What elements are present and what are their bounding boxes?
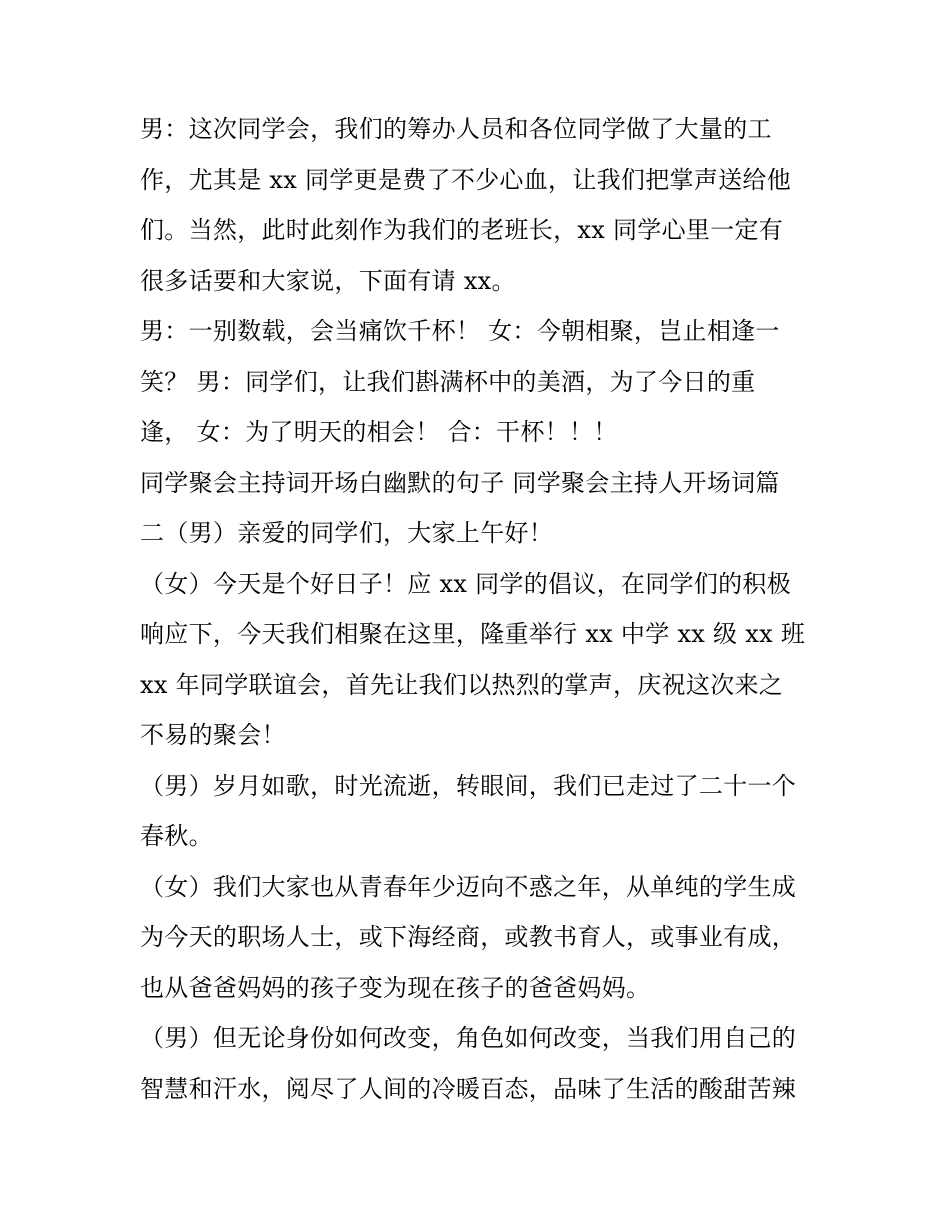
paragraph-5 — [140, 761, 820, 862]
text-line: （女）我们大家也从青春年少迈向不惑之年，从单纯的学生成 — [140, 872, 797, 901]
text-line: （女）今天是个好日子！应 xx 同学的倡议，在同学们的积极 — [140, 569, 792, 598]
text-line: 不易的聚会！ — [140, 721, 286, 749]
paragraph-4 — [140, 559, 820, 761]
document-body — [140, 104, 820, 1114]
text-line: 男：一别数载，会当痛饮千杯！ 女：今朝相聚，岂止相逢一 — [140, 317, 780, 345]
text-line: （男）岁月如歌，时光流逝，转眼间，我们已走过了二十一个 — [140, 771, 797, 800]
text-line: 二（男）亲爱的同学们，大家上午好！ — [140, 519, 554, 547]
text-line: 逢， 女：为了明天的相会！ 合：干杯！！！ — [140, 418, 618, 446]
paragraph-1 — [140, 104, 820, 306]
text-line: 很多话要和大家说，下面有请 xx。 — [140, 266, 516, 295]
text-line: xx 年同学联谊会，首先让我们以热烈的掌声，庆祝这次来之 — [140, 670, 784, 699]
paragraph-7 — [140, 1013, 820, 1114]
text-line: 春秋。 — [140, 822, 213, 850]
text-line: 也从爸爸妈妈的孩子变为现在孩子的爸爸妈妈。 — [140, 973, 651, 1002]
text-line: 作，尤其是 xx 同学更是费了不少心血，让我们把掌声送给他 — [140, 165, 792, 194]
text-line: 同学聚会主持词开场白幽默的句子 同学聚会主持人开场词篇 — [140, 468, 780, 497]
text-line: （男）但无论身份如何改变，角色如何改变，当我们用自己的 — [140, 1024, 797, 1052]
text-line: 们。当然，此时此刻作为我们的老班长，xx 同学心里一定有 — [140, 216, 784, 244]
paragraph-6 — [140, 862, 820, 1014]
text-line: 男：这次同学会，我们的筹办人员和各位同学做了大量的工 — [140, 115, 772, 143]
text-line: 笑？ 男：同学们，让我们斟满杯中的美酒，为了今日的重 — [140, 367, 756, 396]
paragraph-2 — [140, 306, 820, 458]
paragraph-3 — [140, 458, 820, 559]
text-line: 为今天的职场人士，或下海经商，或教书育人，或事业有成， — [140, 923, 797, 951]
text-line: 响应下，今天我们相聚在这里，隆重举行 xx 中学 xx 级 xx 班 — [140, 620, 806, 648]
text-line: 智慧和汗水，阅尽了人间的冷暖百态，品味了生活的酸甜苦辣 — [140, 1074, 797, 1103]
